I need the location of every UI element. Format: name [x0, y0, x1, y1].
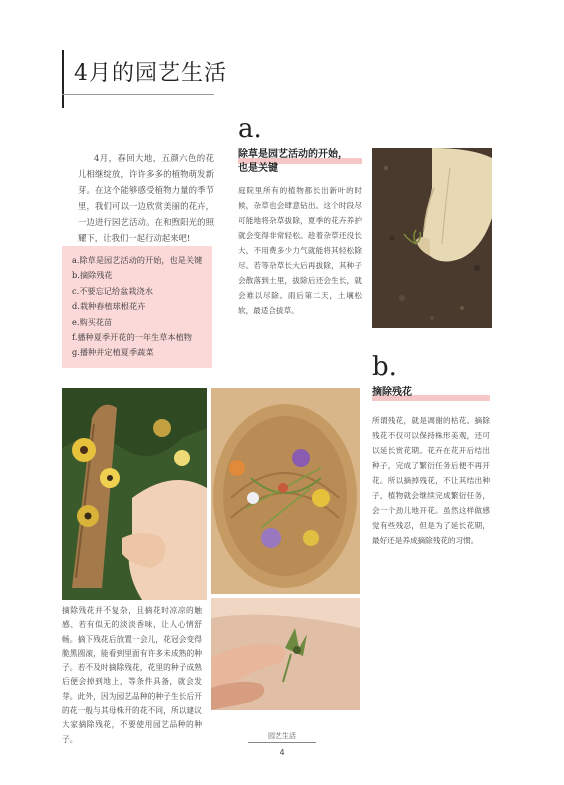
title-underline [62, 94, 214, 95]
toc-item: b.摘除残花 [72, 270, 113, 281]
footer-divider [248, 742, 316, 743]
toc-item: c.不要忘记给盆栽浇水 [72, 285, 153, 296]
bottom-caption: 摘除残花并不复杂，且摘花时凉凉的触感、若有似无的淡淡香味，让人心情舒畅。摘下残花后放置一会儿，花冠会变得脆黑圆滚，能看到里面有许多未成熟的种子。若不及时摘除残花，花里的种子成熟后便会掉到地上，等条件具备，就会发芽。此外，因为园艺品种的种子生长后开的花一般与其母株开的花不同，所以建议大家摘除残花，不要使用园艺品种的种子。 [62, 606, 202, 744]
section-b-body: 所谓残花，就是凋谢的枯花。摘除残花不仅可以保持株形美观，还可以延长赏花期。花卉在花开后结出种子，完成了繁衍任务后便不再开花。所以摘掉残花，不让其结出种子，植物就会继续完成繁衍任务，会一个劲儿地开花。虽然这样做感觉有些残忍，但是为了延长花期，最好还是养成摘除残花的习惯。 [372, 416, 490, 545]
page-number: 4 [279, 748, 285, 757]
flower-bowl-photo [211, 388, 360, 594]
intro-paragraph: 4月，春回大地，五颜六色的花儿相继绽放，许许多多的植物萌发新芽。在这个能够感受植物力量的季节里，我们可以一边欣赏美丽的花卉，一边进行园艺活动。在和煦阳光的照耀下，让我们一起行动起来吧! [78, 153, 214, 243]
section-b-letter: b. [372, 352, 397, 382]
section-a-letter: a. [238, 114, 262, 144]
toc-item: f.播种夏季开花的一年生草本植物 [72, 332, 192, 343]
toc-item: e.购买花苗 [72, 316, 113, 327]
footer-label: 园艺生活 [268, 732, 296, 740]
toc-box [62, 246, 212, 368]
toc-item: a.除草是园艺活动的开始，也是关键 [72, 255, 203, 265]
seedhead-photo [211, 598, 360, 710]
section-a-heading-line1: 除草是园艺活动的开始， [238, 149, 348, 160]
page-title: 4月的园艺生活 [74, 61, 227, 86]
section-a-heading-line2: 也是关键 [238, 163, 278, 174]
section-a-body: 庭院里所有的植物都长出新叶的时候，杂草也会肆意钻出。这个时段尽可能地将杂草拔除，夏季的花卉养护就会变得非常轻松。趁着杂草还没长大，不用费多少力气就能将其轻松除尽。若等杂草长大后再拔除，其种子会散落到土里，拔除后还会生长，就会难以尽除。雨后第二天，土壤松软，最适合拔草。 [238, 186, 362, 315]
basket-flowers-photo [62, 388, 207, 600]
title-rule [62, 50, 64, 108]
weeding-photo [372, 148, 492, 328]
section-b-heading: 摘除残花 [372, 387, 412, 398]
toc-item: d.栽种春植球根花卉 [72, 301, 146, 312]
toc-item: g.播种并定植夏季蔬菜 [72, 347, 154, 358]
section-a-heading [238, 148, 368, 176]
